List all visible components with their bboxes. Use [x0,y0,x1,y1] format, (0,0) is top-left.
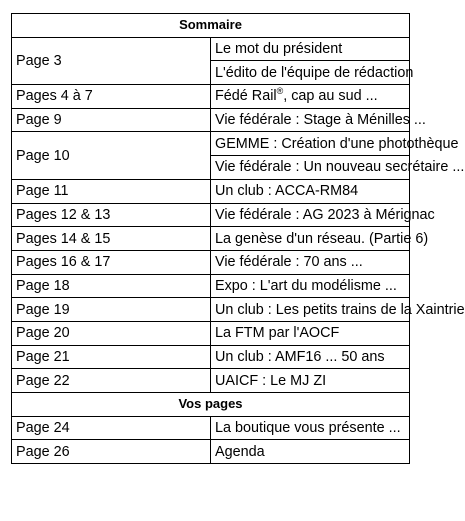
article-title-cell: La genèse d'un réseau. (Partie 6) [211,227,410,251]
section-heading: Vos pages [12,393,410,417]
article-title-text: Fédé Rail [215,88,277,105]
article-title-cell: L'édito de l'équipe de rédaction [211,61,410,85]
page-number-cell: Pages 16 & 17 [12,250,211,274]
article-title-cell: Le mot du président [211,37,410,61]
page-number-cell: Pages 12 & 13 [12,203,211,227]
article-title-cell: UAICF : Le MJ ZI [211,369,410,393]
toc-body [12,14,465,464]
table-row [12,369,410,393]
page-number-cell: Pages 14 & 15 [12,227,211,251]
article-title-cell: Vie fédérale : Stage à Ménilles ... [211,108,410,132]
article-title-cell: Un club : AMF16 ... 50 ans [211,345,410,369]
table-row [12,250,410,274]
article-title-cell: La boutique vous présente ... [211,416,410,440]
page-number-cell: Page 19 [12,298,211,322]
page-number-cell: Page 22 [12,369,211,393]
article-title-cell: Vie fédérale : 70 ans ... [211,250,410,274]
table-row [12,321,410,345]
article-title-suffix: , cap au sud ... [283,88,378,105]
page-number-cell: Page 26 [12,440,211,464]
section-heading: Sommaire [12,14,410,38]
table-row [12,179,410,203]
page-number-cell: Page 20 [12,321,211,345]
page-number-cell: Page 24 [12,416,211,440]
page-number-cell: Page 9 [12,108,211,132]
page-number-cell: Page 18 [12,274,211,298]
article-title-cell: GEMME : Création d'une photothèque [211,132,410,156]
section-header-row [12,14,410,38]
table-row [12,203,410,227]
article-title-cell: Un club : ACCA-RM84 [211,179,410,203]
section-header-row [12,393,410,417]
table-row [12,345,410,369]
registered-trademark-mark: ® [276,86,284,97]
table-row [12,132,410,156]
article-title-cell: Agenda [211,440,410,464]
table-of-contents [11,13,465,464]
table-row [12,440,410,464]
table-row [12,37,410,61]
table-row [12,85,410,109]
page-number-cell: Page 3 [12,37,211,84]
article-title-cell: La FTM par l'AOCF [211,321,410,345]
page-number-cell: Pages 4 à 7 [12,85,211,109]
page-number-cell: Page 21 [12,345,211,369]
table-row [12,108,410,132]
article-title-cell: Vie fédérale : Un nouveau secrétaire ... [211,156,410,180]
table-row [12,274,410,298]
table-row [12,416,410,440]
article-title-cell: Un club : Les petits trains de la Xaintrie [211,298,410,322]
table-row [12,298,410,322]
article-title-cell: Vie fédérale : AG 2023 à Mérignac [211,203,410,227]
page-number-cell: Page 10 [12,132,211,179]
table-row [12,227,410,251]
article-title-cell: Expo : L'art du modélisme ... [211,274,410,298]
page-number-cell: Page 11 [12,179,211,203]
article-title-cell [211,85,410,109]
